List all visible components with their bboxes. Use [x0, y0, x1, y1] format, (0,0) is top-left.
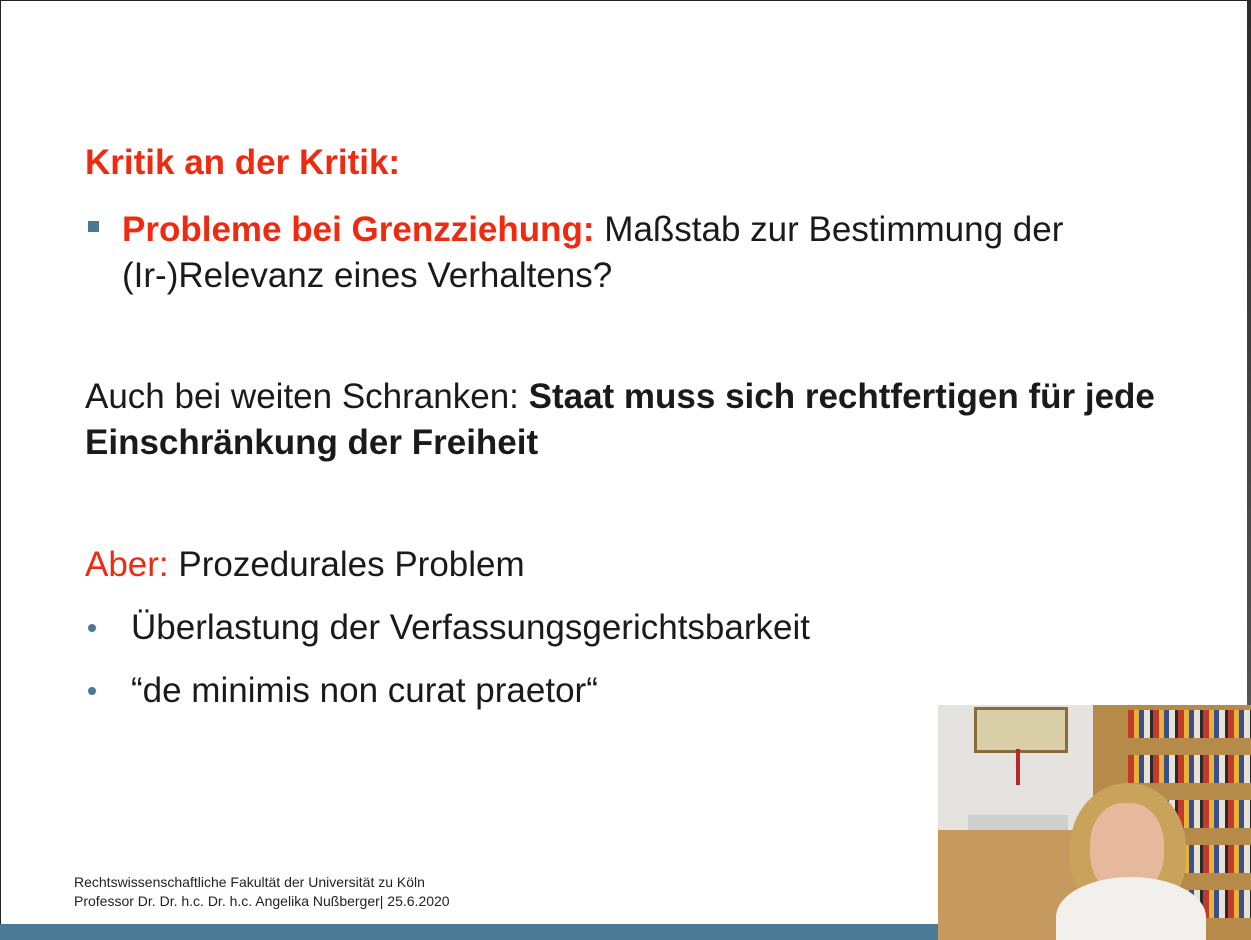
- list-item-text: “de minimis non curat praetor“: [131, 671, 598, 710]
- round-bullet-icon: [88, 687, 96, 695]
- slide-footer: [74, 873, 450, 911]
- tassel-decoration: [1016, 749, 1020, 785]
- bullet-red-label: Probleme bei Grenzziehung:: [122, 210, 595, 249]
- list-item: [88, 608, 810, 648]
- book-row: [1128, 710, 1251, 738]
- schranken-normal-text: Auch bei weiten Schranken:: [85, 377, 529, 416]
- bullet-grenzziehung: [88, 207, 1198, 299]
- footer-professor: Professor Dr. Dr. h.c. Dr. h.c. Angelika Nußberger| 25.6.2020: [74, 893, 450, 909]
- list-item-text: Überlastung der Verfassungsgerichtsbarkeit: [131, 608, 810, 647]
- bullet-text: [122, 207, 1198, 299]
- aber-label: Aber:: [85, 545, 169, 584]
- round-bullet-icon: [88, 624, 96, 632]
- schranken-bold-text: Staat muss sich rechtfertigen für jede Einschränkung der Freiheit: [85, 377, 1155, 462]
- aber-rest-text: Prozedurales Problem: [168, 545, 525, 584]
- bullet-rest-text: Maßstab zur Bestimmung der (Ir-)Relevanz eines Verhaltens?: [122, 210, 1064, 295]
- slide-heading: Kritik an der Kritik:: [85, 143, 401, 182]
- footer-faculty: Rechtswissenschaftliche Fakultät der Universität zu Köln: [74, 874, 425, 890]
- schranken-paragraph: [85, 374, 1185, 466]
- aber-line: [85, 545, 525, 585]
- wall-picture: [974, 707, 1068, 753]
- square-bullet-icon: [88, 221, 99, 232]
- window-edge: [1247, 0, 1251, 720]
- list-item: [88, 671, 598, 711]
- webcam-video: [938, 705, 1251, 940]
- book-row: [1128, 755, 1251, 783]
